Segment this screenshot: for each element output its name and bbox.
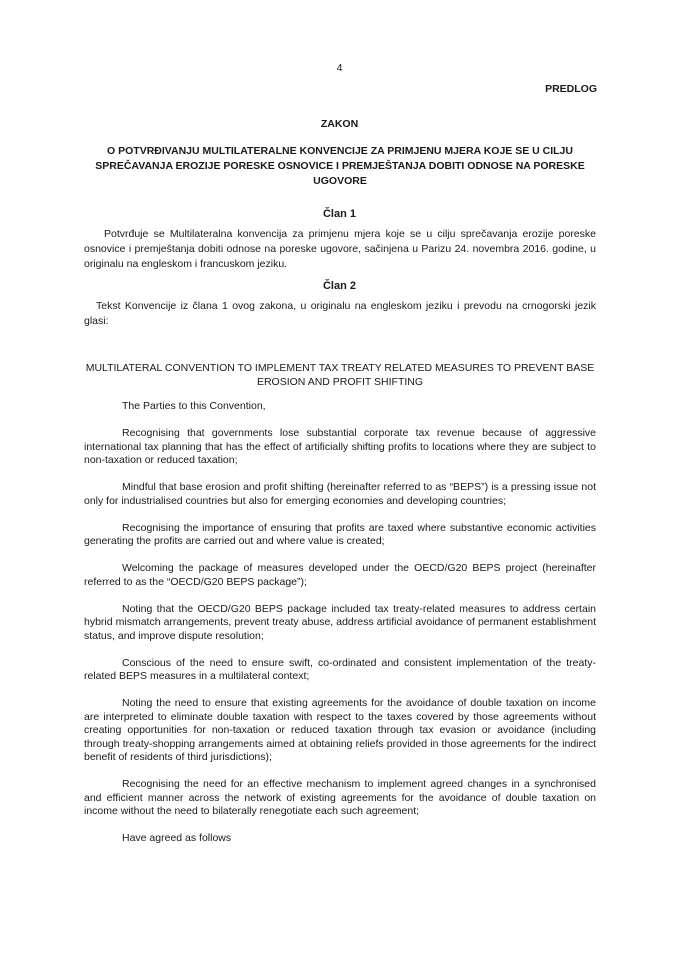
clan-1-heading: Član 1 [322,208,356,220]
preamble-paragraph: Noting that the OECD/G20 BEPS package included tax treaty-related measures to address certain hybrid mismatch arrangements, prevent treaty abuse, address artificial avoidance of permanent establishment status, and improve dispute resolution; [84,602,596,642]
zakon-heading: ZAKON [320,118,359,130]
preamble-paragraph: Conscious of the need to ensure swift, co-ordinated and consistent implementation of the treaty-related BEPS measures in a multilateral context; [84,656,596,682]
convention-title: MULTILATERAL CONVENTION TO IMPLEMENT TAX TREATY RELATED MEASURES TO PREVENT BASE EROSION AND PROFIT SHIFTING [85,362,595,388]
preamble-paragraph: Recognising the need for an effective mechanism to implement agreed changes in a synchronised and efficient manner across the network of existing agreements for the avoidance of double taxation on income without the need to bilaterally renegotiate each such agreement; [84,778,596,817]
law-title: O POTVRĐIVANJU MULTILATERALNE KONVENCIJE ZA PRIMJENU MJERA KOJE SE U CILJU SPREČAVANJA EROZIJE PORESKE OSNOVICE I PREMJEŠTANJA DOBITI ODNOSE NA PORESKE UGOVORE [95,145,585,187]
page-number: 4 [336,62,343,74]
predlog-label: PREDLOG [545,83,597,95]
preamble-paragraph: Welcoming the package of measures developed under the OECD/G20 BEPS project (hereinafter referred to as the “OECD/G20 BEPS package”); [84,562,596,588]
preamble-paragraph: Recognising the importance of ensuring that profits are taxed where substantive economic activities generating the profits are carried out and where value is created; [84,521,596,547]
convention-preamble [84,400,596,859]
preamble-paragraph: The Parties to this Convention, [122,400,266,412]
preamble-paragraph: Mindful that base erosion and profit shifting (hereinafter referred to as “BEPS”) is a pressing issue not only for industrialised countries but also for emerging economies and developing countries; [84,481,596,507]
clan-2-text: Tekst Konvencije iz člana 1 ovog zakona, u originalu na engleskom jeziku i prevodu na crnogorski jezik glasi: [84,300,596,327]
preamble-paragraph: Have agreed as follows [122,832,232,844]
clan-2-heading: Član 2 [322,280,356,292]
preamble-paragraph: Recognising that governments lose substantial corporate tax revenue because of aggressive international tax planning that has the effect of artificially shifting profits to locations where they are subject to non-taxation or reduced taxation; [84,427,596,466]
clan-1-text: Potvrđuje se Multilateralna konvencija za primjenu mjera koje se u cilju sprečavanja erozije poreske osnovice i premještanja dobiti odnose na poreske ugovore, sačinjena u Parizu 24. novembra 2016. godine, u originalu na engleskom i francuskom jeziku. [84,228,596,270]
preamble-paragraph: Noting the need to ensure that existing agreements for the avoidance of double taxation on income are interpreted to eliminate double taxation with respect to the taxes covered by those agreements without creating opportunities for non-taxation or reduced taxation through tax evasion or avoidance (including through treaty-shopping arrangements aimed at obtaining reliefs provided in those agreements for the indirect benefit of residents of third jurisdictions); [84,697,596,763]
